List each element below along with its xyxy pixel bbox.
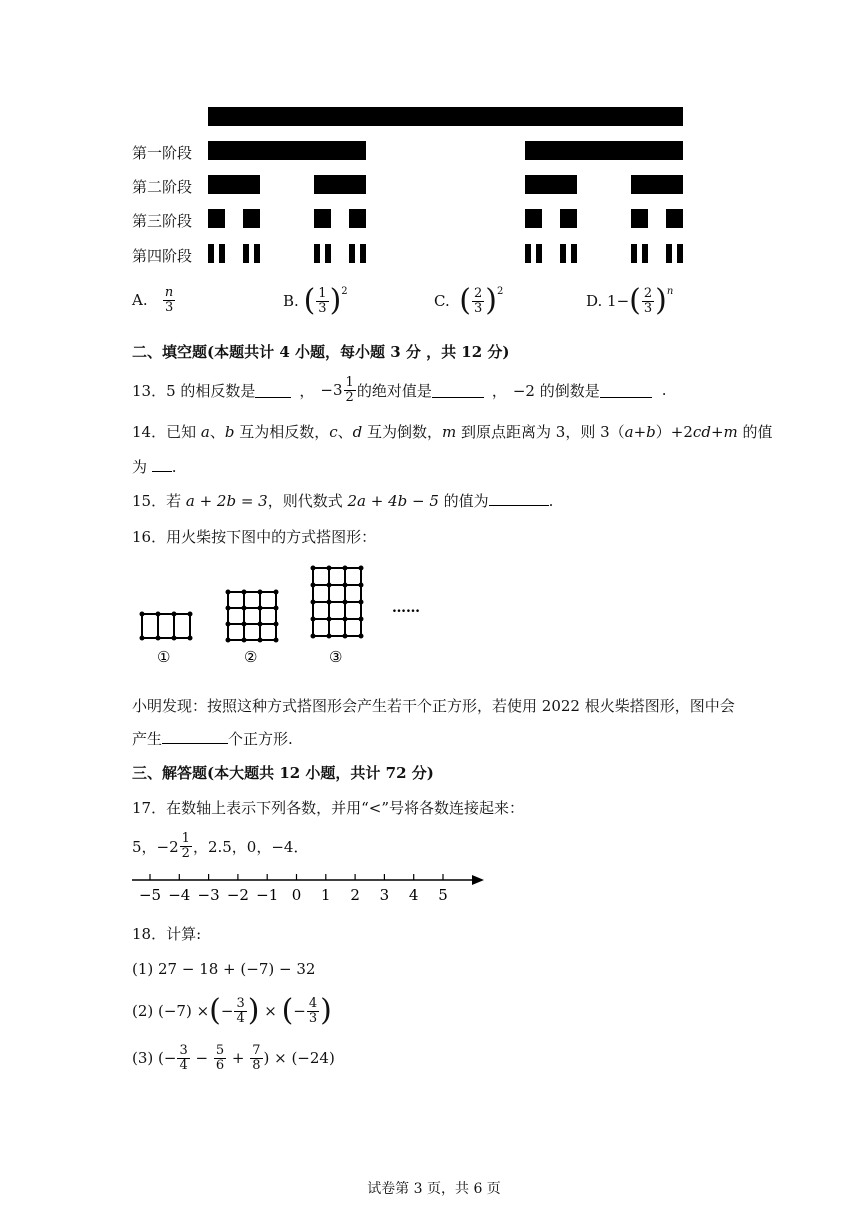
expr-2: (2) (−7) × ( − $\frac{3}{4}$ ) × ( − $\frac{4}{3}$ ) bbox=[132, 993, 332, 1028]
q17-text: ，2.5，0，−4． bbox=[192, 837, 309, 856]
option-d: D. 1− ( $\frac{2}{3}$ ) n bbox=[586, 283, 674, 318]
q13-text: . bbox=[661, 381, 667, 400]
numerator: 1 bbox=[345, 375, 354, 390]
denominator: 2 bbox=[181, 845, 190, 861]
stage-label-3: 第三阶段 bbox=[132, 212, 193, 230]
fraction bbox=[344, 376, 356, 404]
bar bbox=[243, 244, 249, 263]
fraction bbox=[472, 287, 484, 315]
exponent: 2 bbox=[341, 286, 348, 297]
answer-blank[interactable] bbox=[152, 457, 172, 472]
stage-label-1: 第一阶段 bbox=[132, 144, 193, 162]
bar bbox=[208, 209, 225, 228]
bar bbox=[560, 244, 566, 263]
answer-blank[interactable] bbox=[255, 383, 291, 398]
full-bar bbox=[208, 107, 683, 126]
fraction bbox=[307, 997, 319, 1025]
question-14-line-2 bbox=[132, 456, 177, 477]
q14-text: ）+2 bbox=[655, 423, 693, 441]
answer-blank[interactable] bbox=[432, 383, 484, 398]
q13-text: 的绝对值是 bbox=[356, 381, 432, 400]
bar bbox=[349, 244, 355, 263]
fraction bbox=[316, 287, 328, 315]
q14-text: . bbox=[171, 458, 177, 476]
q14-text: 到原点距离为 3，则 3（ bbox=[456, 423, 625, 441]
question-14-line-1 bbox=[132, 421, 773, 442]
bar bbox=[666, 209, 683, 228]
bar bbox=[571, 244, 577, 263]
bar bbox=[666, 244, 672, 263]
q17-text: 5，−2 bbox=[132, 837, 179, 856]
numerator: 1 bbox=[318, 285, 327, 301]
expr-1: (1) 27 − 18 + (−7) − 32 bbox=[132, 960, 316, 978]
tick-label: −2 bbox=[226, 886, 249, 904]
answer-blank[interactable] bbox=[600, 383, 652, 398]
question-16-text-2 bbox=[132, 728, 293, 749]
question-16: 16．用火柴按下图中的方式搭图形： bbox=[132, 528, 377, 546]
q13-text: ， bbox=[299, 381, 315, 400]
bar bbox=[314, 244, 320, 263]
figure-label-1: ① bbox=[157, 648, 171, 666]
fraction bbox=[214, 1044, 226, 1072]
tick-label: 1 bbox=[321, 886, 331, 904]
q14-text: + bbox=[710, 423, 724, 441]
var-b: b bbox=[224, 423, 235, 441]
tick-label: 0 bbox=[291, 886, 302, 904]
numerator: n bbox=[164, 285, 174, 300]
expr-text: (2) (−7) × bbox=[132, 1002, 210, 1020]
exponent: 2 bbox=[496, 286, 504, 297]
bar bbox=[525, 141, 683, 160]
stage-label-4: 第四阶段 bbox=[132, 247, 193, 265]
denominator: 8 bbox=[252, 1057, 261, 1073]
q15-expr: 2a + 4b − 5 bbox=[347, 492, 439, 510]
expr-3: (3) (− $\frac{3}{4}$ − $\frac{5}{6}$ + $\frac{7}{8}$ ) × (−24) bbox=[132, 1043, 335, 1073]
section-3-title: 三、解答题(本大题共 12 小题，共计 72 分) bbox=[132, 764, 434, 782]
stage-label-2: 第二阶段 bbox=[132, 178, 193, 196]
denominator: 3 bbox=[473, 300, 483, 316]
fraction bbox=[234, 997, 246, 1025]
figure-label-3: ③ bbox=[329, 648, 343, 666]
tick-label: −4 bbox=[168, 886, 191, 904]
option-label: D. bbox=[586, 292, 603, 310]
question-16-text-1: 小明发现：按照这种方式搭图形会产生若干个正方形，若使用 2022 根火柴搭图形，图中会 bbox=[132, 697, 735, 715]
bar bbox=[219, 244, 225, 263]
ellipsis: …… bbox=[392, 600, 420, 616]
tick-label: 4 bbox=[408, 886, 419, 904]
fraction bbox=[163, 286, 175, 314]
bar bbox=[536, 244, 542, 263]
bar bbox=[631, 209, 648, 228]
answer-blank[interactable] bbox=[162, 729, 228, 744]
bar bbox=[314, 209, 331, 228]
numerator: 4 bbox=[308, 995, 318, 1011]
q14-text: 14．已知 bbox=[132, 423, 201, 441]
bar bbox=[314, 175, 366, 194]
tick-label: 3 bbox=[379, 886, 390, 904]
bar bbox=[677, 244, 683, 263]
bar bbox=[208, 175, 260, 194]
numerator: 5 bbox=[215, 1043, 225, 1058]
question-17-numbers bbox=[132, 832, 308, 860]
bar bbox=[208, 244, 214, 263]
option-a bbox=[132, 286, 176, 314]
bar bbox=[560, 209, 577, 228]
q14-text: 、 bbox=[337, 423, 353, 441]
expr-text: ) × (−24) bbox=[263, 1049, 335, 1068]
numerator: 2 bbox=[643, 285, 653, 301]
bar bbox=[525, 209, 542, 228]
denominator: 3 bbox=[318, 300, 327, 316]
denominator: 4 bbox=[179, 1057, 188, 1073]
tick-label: −1 bbox=[256, 886, 279, 904]
option-label: B. bbox=[283, 292, 299, 310]
section-2-title: 二、填空题(本题共计 4 小题，每小题 3 分 ，共 12 分) bbox=[132, 343, 510, 361]
question-13 bbox=[132, 376, 667, 404]
q14-text: 、 bbox=[209, 423, 225, 441]
denominator: 4 bbox=[236, 1010, 245, 1026]
bar bbox=[243, 209, 260, 228]
fraction bbox=[180, 832, 192, 860]
fraction bbox=[250, 1044, 262, 1072]
q14-text: 为 bbox=[132, 458, 148, 476]
var-cd: cd bbox=[692, 423, 711, 441]
answer-blank[interactable] bbox=[489, 491, 549, 506]
bar bbox=[325, 244, 331, 263]
bar bbox=[208, 141, 366, 160]
option-b: B. ( $\frac{1}{3}$ ) 2 bbox=[283, 283, 348, 318]
tick-label: 5 bbox=[438, 886, 448, 904]
numerator: 3 bbox=[236, 995, 245, 1011]
numerator: 7 bbox=[252, 1043, 261, 1058]
fraction bbox=[642, 287, 654, 315]
bar bbox=[349, 209, 366, 228]
q15-text: 15．若 bbox=[132, 492, 186, 510]
q14-text: 互为相反数， bbox=[234, 423, 330, 441]
option-label: A. bbox=[132, 291, 148, 310]
var-a: a bbox=[200, 423, 210, 441]
matchstick-figure bbox=[130, 560, 440, 670]
arrow-icon bbox=[472, 875, 484, 885]
bar bbox=[525, 175, 577, 194]
numerator: 3 bbox=[179, 1043, 188, 1058]
tick-label: −3 bbox=[197, 886, 220, 904]
denominator: 6 bbox=[215, 1057, 225, 1073]
tick-label: −5 bbox=[138, 886, 162, 904]
q15-text: ，则代数式 bbox=[267, 492, 348, 510]
denominator: 3 bbox=[164, 299, 174, 315]
numerator: 2 bbox=[473, 285, 483, 301]
q14-text: 互为倒数， bbox=[362, 423, 443, 441]
question-17: 17．在数轴上表示下列各数，并用“<”号将各数连接起来： bbox=[132, 799, 524, 817]
denominator: 3 bbox=[643, 300, 653, 316]
var-m: m bbox=[723, 423, 738, 441]
bar bbox=[642, 244, 648, 263]
tick-label: 2 bbox=[350, 886, 360, 904]
figure-label-2: ② bbox=[244, 648, 258, 666]
numerator: 1 bbox=[181, 831, 190, 846]
page-footer: 试卷第 3 页，共 6 页 bbox=[367, 1181, 501, 1197]
bar bbox=[525, 244, 531, 263]
expr-text: (3) (− bbox=[132, 1049, 177, 1068]
q15-text: 的值为 bbox=[438, 492, 489, 510]
prefix: 1− bbox=[607, 292, 630, 310]
question-18: 18．计算: bbox=[132, 925, 202, 943]
denominator: 3 bbox=[308, 1010, 318, 1026]
bar bbox=[631, 244, 637, 263]
q15-expr: a + 2b = 3 bbox=[185, 492, 268, 510]
denominator: 2 bbox=[345, 389, 354, 405]
exponent: n bbox=[666, 286, 674, 297]
q16-text: 产生 bbox=[132, 730, 163, 748]
bar bbox=[631, 175, 683, 194]
bar bbox=[254, 244, 260, 263]
fraction bbox=[177, 1044, 189, 1072]
number-line bbox=[128, 868, 488, 910]
q13-text: −2 的倒数是 bbox=[512, 381, 600, 400]
q13-text: −3 bbox=[320, 381, 343, 400]
q13-text: 13．5 的相反数是 bbox=[132, 381, 256, 400]
q14-text: 的值 bbox=[737, 423, 773, 441]
q13-text: ， bbox=[491, 381, 507, 400]
question-15 bbox=[132, 490, 553, 511]
q15-text: . bbox=[548, 492, 554, 510]
q16-text: 个正方形. bbox=[228, 730, 293, 748]
var-c: c bbox=[329, 423, 338, 441]
bar bbox=[360, 244, 366, 263]
var-m: m bbox=[442, 423, 457, 441]
option-c: C. ( $\frac{2}{3}$ ) 2 bbox=[434, 283, 504, 318]
var-d: d bbox=[352, 423, 363, 441]
expr: a+b bbox=[624, 423, 656, 441]
option-label: C. bbox=[434, 292, 450, 310]
